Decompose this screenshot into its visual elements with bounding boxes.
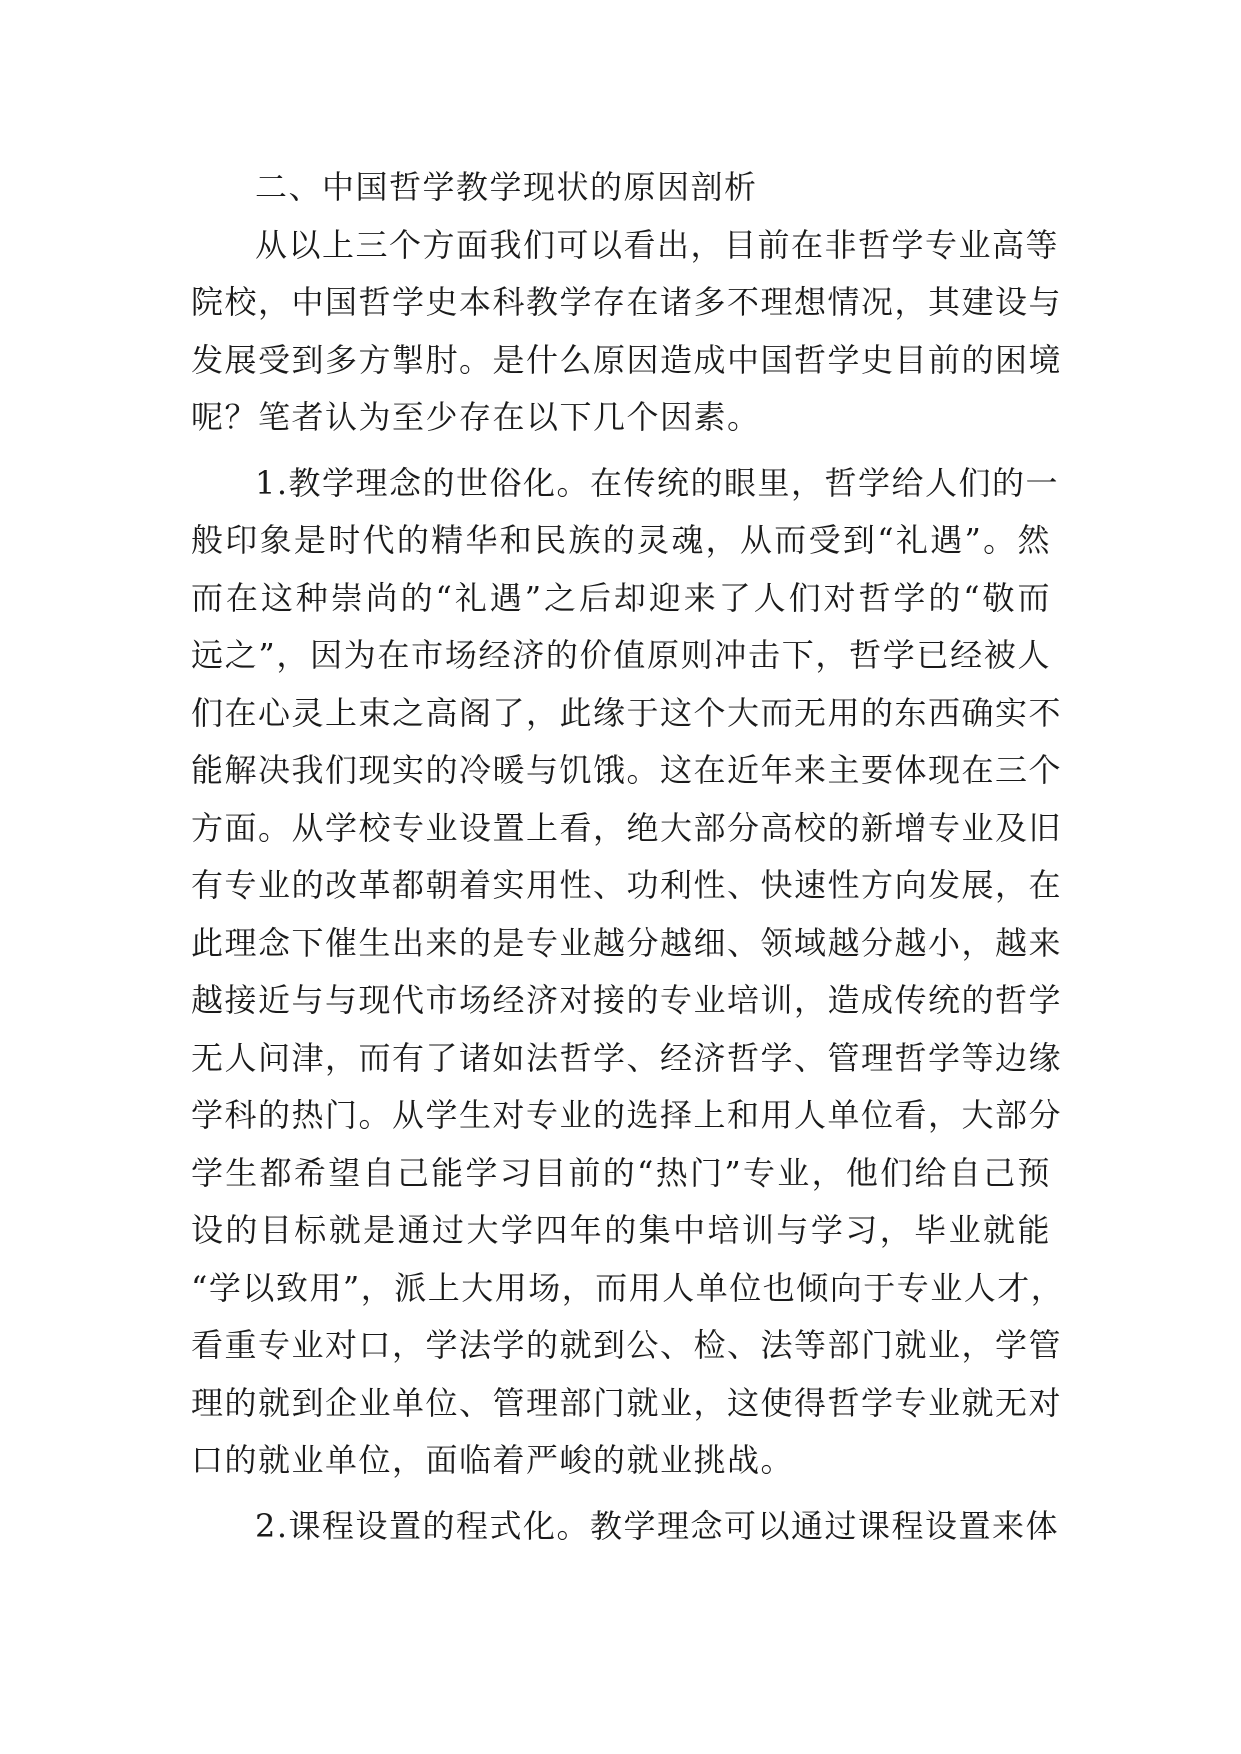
text-line: 学科的热门。从学生对专业的选择上和用人单位看，大部分 — [191, 1096, 1063, 1134]
text-line: 理的就到企业单位、管理部门就业，这使得哲学专业就无对 — [191, 1383, 1063, 1422]
text-line: 呢？笔者认为至少存在以下几个因素。 — [191, 398, 761, 436]
document-body — [191, 159, 1065, 1555]
paragraph — [191, 455, 1065, 1490]
text-line: 方面。从学校专业设置上看，绝大部分高校的新增专业及旧 — [191, 808, 1063, 847]
text-line: 从以上三个方面我们可以看出，目前在非哲学专业高等 — [255, 225, 1060, 264]
text-line: 1.教学理念的世俗化。在传统的眼里，哲学给人们的一 — [255, 463, 1060, 502]
text-line: 学生都希望自己能学习目前的“热门”专业，他们给自己预 — [191, 1153, 1051, 1192]
text-line: 口的就业单位，面临着严峻的就业挑战。 — [191, 1441, 795, 1479]
text-line: “学以致用”，派上大用场，而用人单位也倾向于专业人才， — [191, 1268, 1065, 1307]
text-line: 般印象是时代的精华和民族的灵魂，从而受到“礼遇”。然 — [191, 521, 1051, 559]
text-line: 院校，中国哲学史本科教学存在诸多不理想情况，其建设与 — [191, 283, 1063, 321]
text-line: 发展受到多方掣肘。是什么原因造成中国哲学史目前的困境 — [191, 340, 1063, 379]
paragraph — [191, 217, 1063, 447]
paragraph — [191, 1498, 1060, 1556]
text-line: 远之”，因为在市场经济的价值原则冲击下，哲学已经被人 — [191, 636, 1051, 674]
text-line: 2.课程设置的程式化。教学理念可以通过课程设置来体 — [255, 1506, 1060, 1545]
text-line: 此理念下催生出来的是专业越分越细、领域越分越小，越来 — [191, 923, 1063, 962]
text-line: 无人问津，而有了诸如法哲学、经济哲学、管理哲学等边缘 — [191, 1038, 1063, 1077]
section-heading: 二、中国哲学教学现状的原因剖析 — [255, 168, 758, 206]
text-line: 设的目标就是通过大学四年的集中培训与学习，毕业就能 — [191, 1211, 1051, 1249]
text-line: 而在这种崇尚的“礼遇”之后却迎来了人们对哲学的“敬而 — [191, 578, 1051, 617]
text-line: 越接近与与现代市场经济对接的专业培训，造成传统的哲学 — [191, 981, 1063, 1019]
text-line: 有专业的改革都朝着实用性、功利性、快速性方向发展，在 — [191, 866, 1063, 904]
text-line: 们在心灵上束之高阁了，此缘于这个大而无用的东西确实不 — [191, 693, 1063, 732]
text-line: 看重专业对口，学法学的就到公、检、法等部门就业，学管 — [191, 1326, 1063, 1364]
text-line: 能解决我们现实的冷暖与饥饿。这在近年来主要体现在三个 — [191, 751, 1063, 789]
